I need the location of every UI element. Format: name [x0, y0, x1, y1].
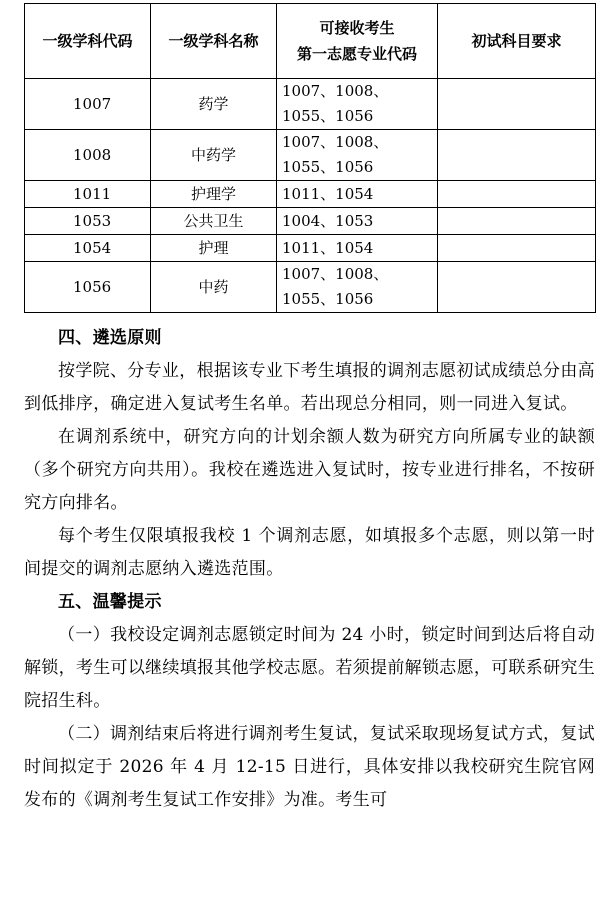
- cell-majors: 1011、1054: [277, 235, 438, 262]
- table-row: [25, 130, 596, 181]
- paragraph: （一）我校设定调剂志愿锁定时间为 24 小时，锁定时间到达后将自动解锁，考生可以继续填报其他学校志愿。若须提前解锁志愿，可联系研究生院招生科。: [24, 625, 595, 711]
- table-row: [25, 262, 596, 313]
- table-row: [25, 181, 596, 208]
- paragraph: （二）调剂结束后将进行调剂考生复试，复试采取现场复试方式，复试时间拟定于 2026 年 4 月 12-15 日进行，具体安排以我校研究生院官网发布的《调剂考生复试工作安排》为准。考生可: [24, 724, 595, 810]
- cell-majors: 1011、1054: [277, 181, 438, 208]
- section-heading-selection-principles: 四、遴选原则: [58, 328, 162, 348]
- cell-code: 1054: [25, 235, 151, 262]
- header-discipline-code: 一级学科代码: [25, 4, 151, 79]
- cell-requirements: [438, 181, 596, 208]
- cell-name: 药学: [151, 79, 277, 130]
- cell-code: 1011: [25, 181, 151, 208]
- paragraph: 在调剂系统中，研究方向的计划余额人数为研究方向所属专业的缺额（多个研究方向共用）。我校在遴选进入复试时，按专业进行排名，不按研究方向排名。: [24, 427, 595, 513]
- cell-code: 1008: [25, 130, 151, 181]
- cell-majors: 1007、1008、1055、1056: [277, 79, 438, 130]
- table-row: [25, 235, 596, 262]
- cell-code: 1007: [25, 79, 151, 130]
- cell-name: 护理学: [151, 181, 277, 208]
- cell-majors: 1004、1053: [277, 208, 438, 235]
- discipline-table: [24, 3, 596, 313]
- header-discipline-name: 一级学科名称: [151, 4, 277, 79]
- document-body: [24, 322, 595, 817]
- table-header-row: [25, 4, 596, 79]
- table-row: [25, 208, 596, 235]
- cell-requirements: [438, 79, 596, 130]
- paragraph: 按学院、分专业，根据该专业下考生填报的调剂志愿初试成绩总分由高到低排序，确定进入复试考生名单。若出现总分相同，则一同进入复试。: [24, 361, 595, 414]
- cell-requirements: [438, 208, 596, 235]
- cell-requirements: [438, 130, 596, 181]
- cell-name: 护理: [151, 235, 277, 262]
- cell-code: 1056: [25, 262, 151, 313]
- header-line: 第一志愿专业代码: [296, 45, 417, 63]
- header-line: 可接收考生: [319, 19, 395, 37]
- cell-majors: 1007、1008、1055、1056: [277, 130, 438, 181]
- header-exam-requirements: 初试科目要求: [438, 4, 596, 79]
- paragraph: 每个考生仅限填报我校 1 个调剂志愿，如填报多个志愿，则以第一时间提交的调剂志愿纳入遴选范围。: [24, 526, 595, 579]
- cell-name: 公共卫生: [151, 208, 277, 235]
- cell-requirements: [438, 235, 596, 262]
- section-heading-reminders: 五、温馨提示: [58, 592, 162, 612]
- cell-name: 中药学: [151, 130, 277, 181]
- header-accepted-majors: [277, 4, 438, 79]
- table-row: [25, 79, 596, 130]
- cell-name: 中药: [151, 262, 277, 313]
- cell-requirements: [438, 262, 596, 313]
- cell-code: 1053: [25, 208, 151, 235]
- cell-majors: 1007、1008、1055、1056: [277, 262, 438, 313]
